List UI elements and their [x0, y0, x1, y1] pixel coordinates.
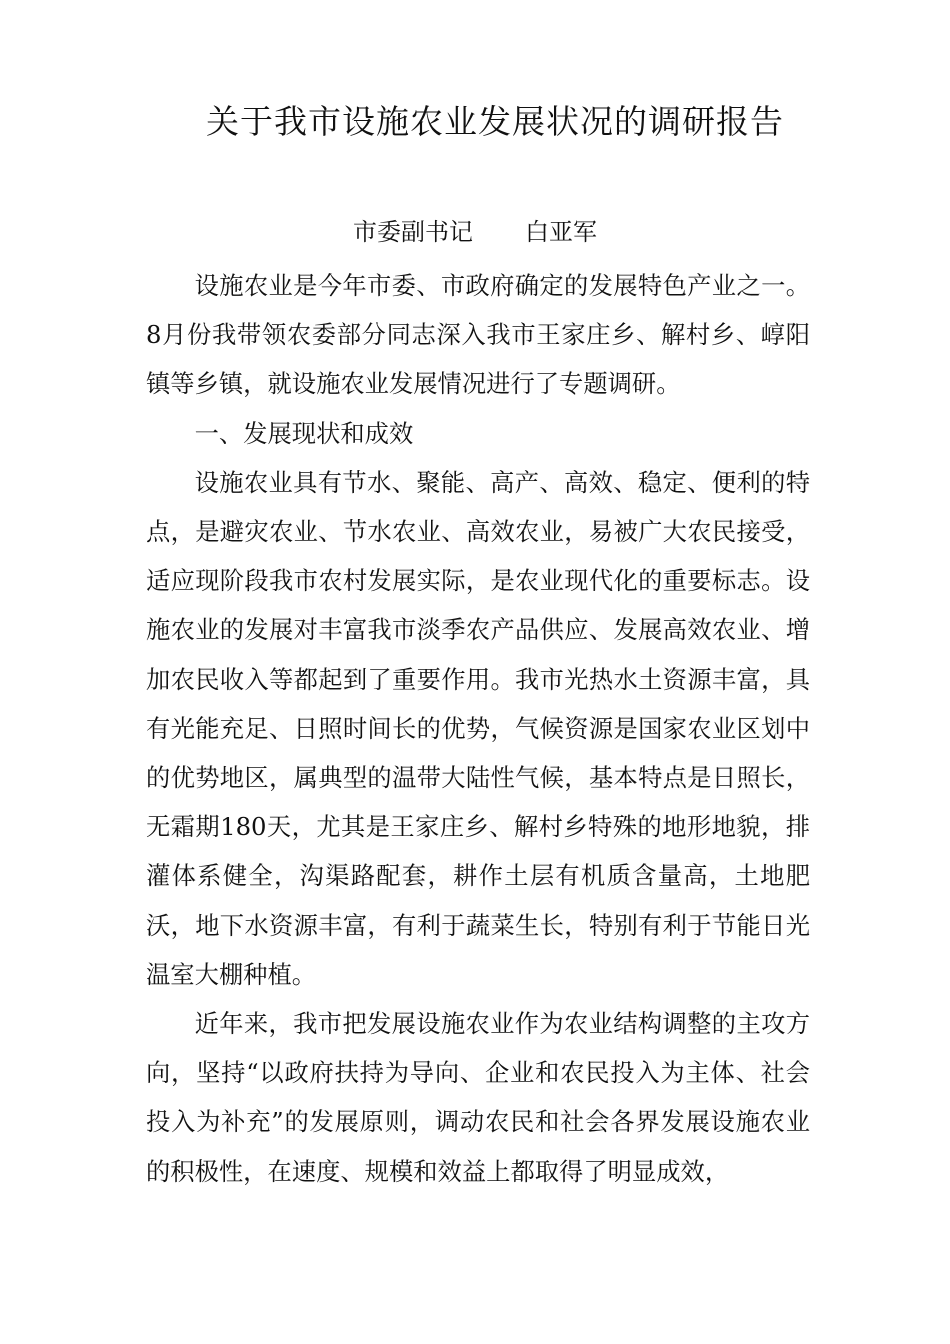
document-body: [146, 261, 810, 1196]
paragraph-intro: 设施农业是今年市委、市政府确定的发展特色产业之一。8月份我带领农委部分同志深入我市王家庄乡、解村乡、崞阳镇等乡镇，就设施农业发展情况进行了专题调研。: [146, 271, 810, 399]
document-title: 关于我市设施农业发展状况的调研报告: [206, 102, 784, 141]
author-byline: [0, 212, 950, 252]
paragraph-recent-years: 近年来，我市把发展设施农业作为农业结构调整的主攻方向，坚持“以政府扶持为导向、企业和农民投入为主体、社会投入为补充”的发展原则，调动农民和社会各界发展设施农业的积极性，在速度、规模和效益上都取得了明显成效，: [146, 1009, 810, 1186]
author-position: 市委副书记: [353, 218, 473, 246]
section-heading: 一、发展现状和成效: [194, 418, 414, 448]
paragraph-features: 设施农业具有节水、聚能、高产、高效、稳定、便利的特点，是避灾农业、节水农业、高效农业，易被广大农民接受，适应现阶段我市农村发展实际，是农业现代化的重要标志。设施农业的发展对丰富我市淡季农产品供应、发展高效农业、增加农民收入等都起到了重要作用。我市光热水土资源丰富，具有光能充足、日照时间长的优势，气候资源是国家农业区划中的优势地区，属典型的温带大陆性气候，基本特点是日照长，无霜期180天，尤其是王家庄乡、解村乡特殊的地形地貌，排灌体系健全，沟渠路配套，耕作土层有机质含量高，土地肥沃，地下水资源丰富，有利于蔬菜生长，特别有利于节能日光温室大棚种植。: [146, 467, 810, 989]
author-name: 白亚军: [525, 218, 597, 246]
